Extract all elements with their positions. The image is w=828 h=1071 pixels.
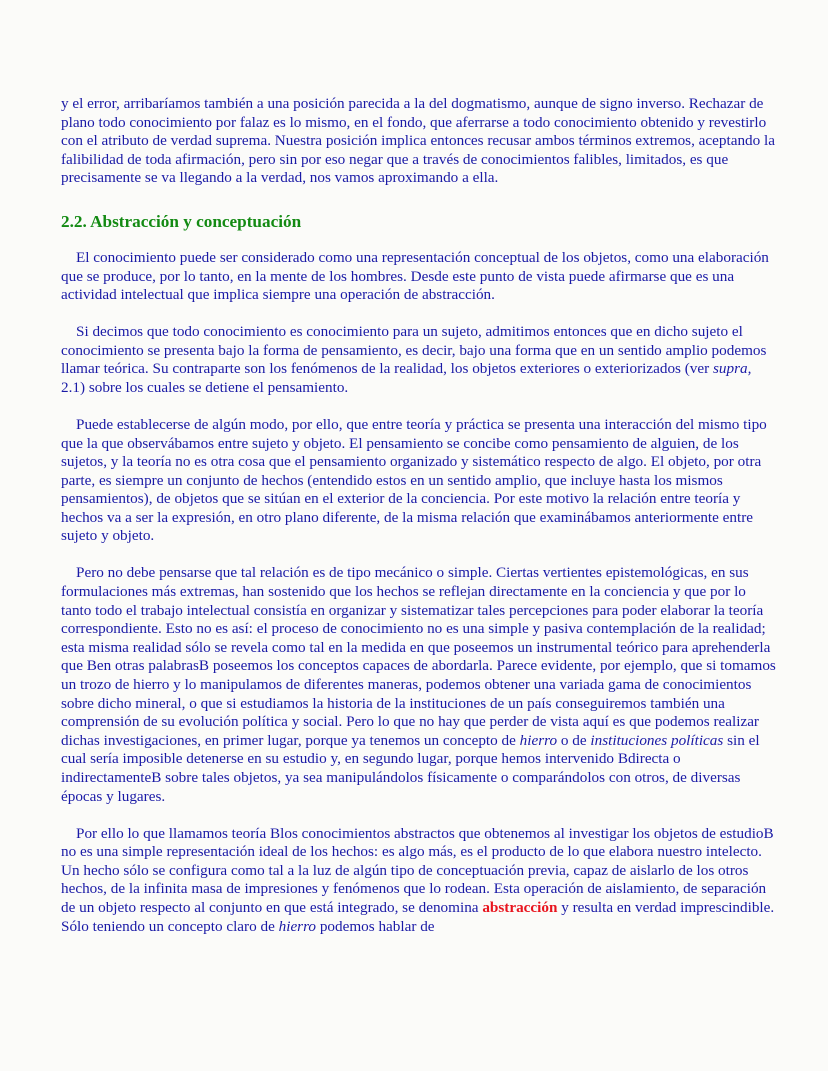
paragraph-4: Pero no debe pensarse que tal relación es de tipo mecánico o simple. Ciertas vertientes epistemológicas, en sus formulaciones más extremas, han sostenido que los hechos se reflejan directamente en la conciencia y que por lo tanto todo el trabajo intelectual consistía en organizar y sistematizar tales percepciones para poder elaborar la teoría correspondiente. Esto no es así: el proceso de conocimiento no es una simple y pasiva contemplación de la realidad; esta misma realidad sólo se revela como tal en la medida en que poseemos un instrumental teórico para aprehenderla que Ben otras palabrasB poseemos los conceptos capaces de abordarla. Parece evidente, por ejemplo, que si tomamos un trozo de hierro y lo manipulamos de diferentes maneras, podemos obtener una variada gama de conocimientos sobre dicho mineral, o que si estudiamos la historia de la instituciones de un país conseguiremos también una comprensión de su evolución política y social. Pero lo que no hay que perder de vista aquí es que podemos realizar dichas investigaciones, en primer lugar, porque ya tenemos un concepto de hierro o de instituciones políticas sin el cual sería imposible detenerse en su estudio y, en segundo lugar, porque hemos intervenido Bdirecta o indirectamenteB sobre tales objetos, ya sea manipulándolos físicamente o comparándolos con otros, de diversas épocas y lugares.: [61, 564, 776, 805]
hierro-emphasis-2: hierro: [278, 917, 317, 935]
hierro-emphasis: hierro: [519, 731, 558, 749]
paragraph-2: Si decimos que todo conocimiento es conocimiento para un sujeto, admitimos entonces que en dicho sujeto el conocimiento se presenta bajo la forma de pensamiento, es decir, bajo una forma que en un sentido amplio podemos llamar teórica. Su contraparte son los fenómenos de la realidad, los objetos exteriores o exteriorizados (ver supra, 2.1) sobre los cuales se detiene el pensamiento.: [61, 323, 767, 396]
paragraph-1: El conocimiento puede ser considerado como una representación conceptual de los objetos, como una elaboración que se produce, por lo tanto, en la mente de los hombres. Desde este punto de vista puede afirmarse que es una actividad intelectual que implica siempre una operación de abstracción.: [61, 248, 769, 304]
supra-emphasis: supra,: [713, 360, 752, 378]
instituciones-emphasis: instituciones políticas: [590, 731, 724, 749]
section-heading: 2.2. Abstracción y conceptuación: [61, 211, 302, 231]
abstraccion-highlight: abstracción: [482, 898, 558, 916]
paragraph-3: Puede establecerse de algún modo, por ello, que entre teoría y práctica se presenta una interacción del mismo tipo que la que observábamos entre sujeto y objeto. El pensamiento se concibe como pensamiento de alguien, de los sujetos, y la teoría no es otra cosa que el pensamiento organizado y sistemático respecto de algo. El objeto, por otra parte, es siempre un conjunto de hechos (entendido estos en un sentido amplio, que incluye hasta los mismos pensamientos), de objetos que se sitúan en el exterior de la conciencia. Por este motivo la relación entre teoría y hechos va a ser la expresión, en otro plano diferente, de la misma relación que examinábamos anteriormente entre sujeto y objeto.: [61, 415, 767, 545]
intro-paragraph: y el error, arribaríamos también a una posición parecida a la del dogmatismo, aunque de signo inverso. Rechazar de plano todo conocimiento por falaz es lo mismo, en el fondo, que aferrarse a todo conocimiento obtenido y revestirlo con el atributo de verdad suprema. Nuestra posición implica entonces recusar ambos términos extremos, aceptando la falibilidad de toda afirmación, pero sin por eso negar que a través de conocimientos falibles, limitados, es que precisamente se va llegando a la verdad, nos vamos aproximando a ella.: [61, 95, 775, 187]
paragraph-5: Por ello lo que llamamos teoría Blos conocimientos abstractos que obtenemos al investigar los objetos de estudioB no es una simple representación ideal de los hechos: es algo más, es el producto de lo que elabora nuestro intelecto. Un hecho sólo se configura como tal a la luz de algún tipo de conceptuación previa, capaz de aislarlo de los otros hechos, de la infinita masa de impresiones y fenómenos que lo rodean. Esta operación de aislamiento, de separación de un objeto respecto al conjunto en que está integrado, se denomina abstracción y resulta en verdad imprescindible. Sólo teniendo un concepto claro de hierro podemos hablar de: [61, 824, 775, 935]
document-page: [61, 95, 779, 936]
